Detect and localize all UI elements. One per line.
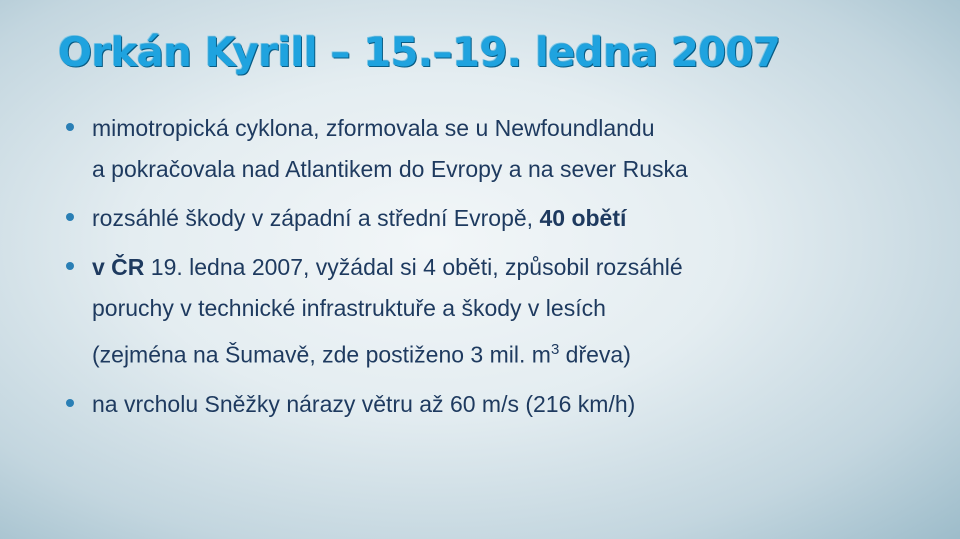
bullet-item (60, 108, 920, 190)
bullet-text: (zejména na Šumavě, zde postiženo 3 mil. m (92, 341, 551, 368)
bullet-text: na vrcholu Sněžky nárazy větru až 60 m/s (216 km/h) (92, 390, 636, 417)
bullet-text: mimotropická cyklona, zformovala se u Newfoundlandu (92, 115, 655, 141)
bullet-item (60, 247, 920, 376)
bullet-item (60, 198, 920, 239)
bullet-line (92, 247, 920, 288)
bullet-emphasis: v ČR (92, 254, 145, 280)
bullet-item (60, 384, 920, 425)
slide-title: Orkán Kyrill – 15.–19. ledna 2007 (58, 30, 781, 76)
bullet-list (60, 108, 920, 433)
bullet-dot-icon (66, 262, 74, 270)
bullet-line (92, 329, 920, 376)
superscript: 3 (550, 341, 560, 358)
bullet-dot-icon (66, 213, 74, 221)
bullet-text: 19. ledna 2007, vyžádal si 4 oběti, způsobil rozsáhlé (144, 254, 683, 280)
bullet-text: a pokračovala nad Atlantikem do Evropy a na sever Ruska (92, 156, 688, 182)
bullet-emphasis: 40 obětí (539, 205, 627, 231)
bullet-text: poruchy v technické infrastruktuře a škody v lesích (92, 295, 606, 321)
bullet-dot-icon (66, 123, 74, 131)
bullet-dot-icon (66, 399, 74, 407)
bullet-line (92, 198, 920, 239)
bullet-text: rozsáhlé škody v západní a střední Evropě, (92, 205, 540, 231)
bullet-text: dřeva) (559, 341, 631, 368)
